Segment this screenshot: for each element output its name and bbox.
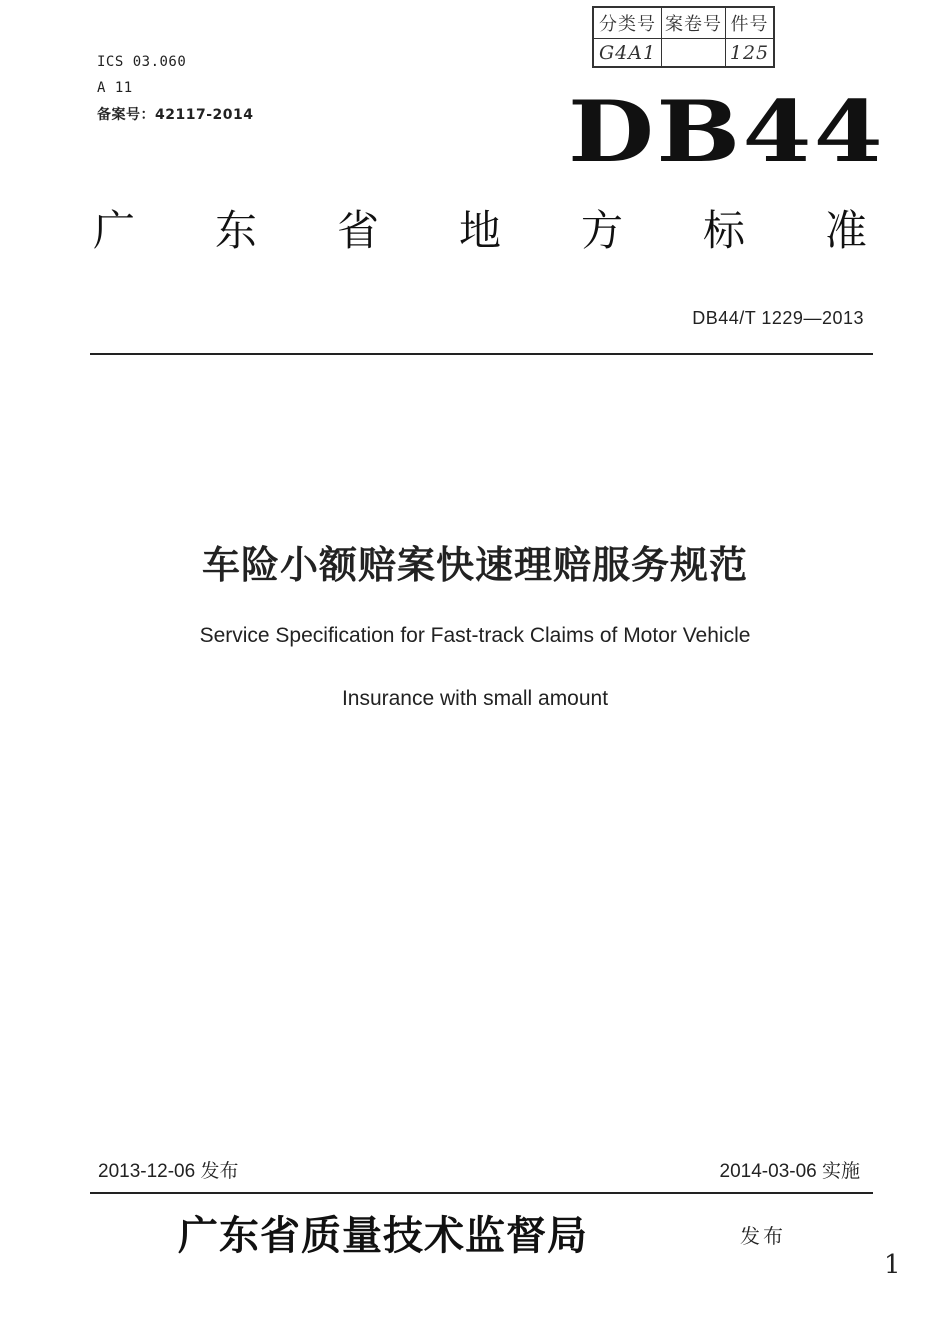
- archive-header-item: 件号: [726, 8, 773, 39]
- header-char: 广: [92, 206, 135, 255]
- header-char: 标: [702, 206, 745, 255]
- archive-header-category: 分类号: [594, 8, 662, 39]
- title-english-line2: Insurance with small amount: [341, 687, 609, 710]
- archive-value-item: 125: [729, 41, 770, 64]
- bottom-divider: [90, 1192, 873, 1194]
- issue-date: 2013-12-06 发布: [98, 1161, 239, 1182]
- publisher-name: 广东省质量技术监督局: [178, 1212, 588, 1259]
- standard-type-header: [90, 200, 870, 256]
- top-divider: [90, 353, 873, 355]
- record-label: 备案号：: [97, 107, 155, 123]
- ics-code: ICS 03.060: [97, 54, 187, 70]
- standard-number: DB44/T 1229—2013: [692, 308, 864, 328]
- archive-stamp-box: [592, 6, 775, 68]
- header-char: 准: [824, 206, 867, 255]
- archive-value-category: G4A1: [594, 39, 662, 66]
- archive-header-volume: 案卷号: [662, 8, 726, 39]
- archive-value-volume: [662, 39, 726, 66]
- classification-code: A 11: [97, 80, 133, 96]
- header-char: 东: [214, 206, 257, 255]
- page-number: 1: [884, 1250, 901, 1280]
- implementation-date: 2014-03-06 实施: [719, 1161, 860, 1182]
- publish-label: 发布: [740, 1224, 786, 1248]
- header-char: 方: [580, 206, 623, 255]
- db44-logo: DB44: [568, 82, 886, 181]
- title-english-line1: Service Specification for Fast-track Claims of Motor Vehicle: [199, 624, 751, 647]
- header-char: 地: [458, 206, 501, 255]
- header-char: 省: [336, 206, 379, 255]
- record-value: 42117-2014: [155, 107, 254, 123]
- title-chinese: 车险小额赔案快速理赔服务规范: [201, 543, 748, 587]
- record-number: [97, 104, 253, 124]
